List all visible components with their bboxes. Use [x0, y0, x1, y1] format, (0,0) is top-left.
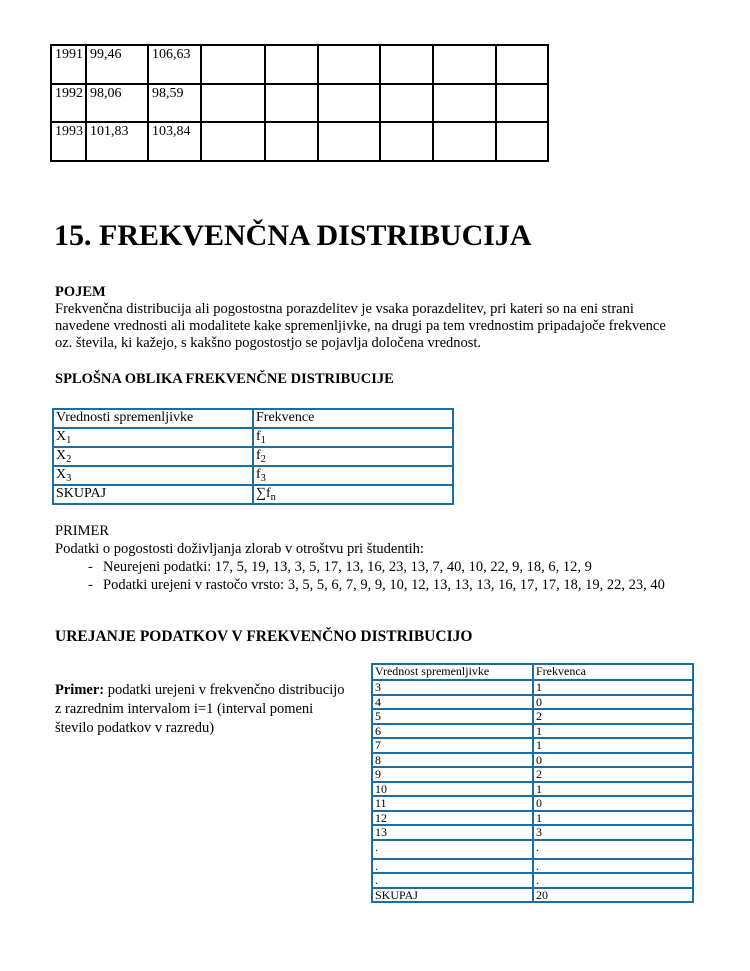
table-row: 11 0: [372, 796, 693, 811]
primer-heading: PRIMER: [55, 523, 109, 539]
column-header: Vrednost spremenljivke: [372, 664, 533, 680]
table-row: 1991 99,46 106,63: [51, 45, 548, 84]
table-row: 10 1: [372, 782, 693, 797]
bullet-text: Neurejeni podatki: 17, 5, 19, 13, 3, 5, 17, 13, 16, 23, 13, 7, 40, 10, 22, 9, 18, 6, 12, 9: [103, 559, 592, 575]
primer-intro: Podatki o pogostosti doživljanja zlorab v otroštvu pri študentih:: [55, 541, 424, 557]
table-row-ellipsis: . .: [372, 840, 693, 859]
table-row: 3 1: [372, 680, 693, 695]
table-row: 5 2: [372, 709, 693, 724]
column-header: Frekvenca: [533, 664, 693, 680]
column-header: Vrednosti spremenljivke: [53, 409, 253, 428]
table-row: $X_1$ $f_1$: [53, 428, 453, 447]
splosna-oblika-heading: SPLOŠNA OBLIKA FREKVENČNE DISTRIBUCIJE: [55, 371, 394, 387]
index-numbers-table: [50, 44, 549, 162]
table-row: 6 1: [372, 724, 693, 739]
table-row: $X_3$ $f_3$: [53, 466, 453, 485]
table-row: 12 1: [372, 811, 693, 826]
column-header: Frekvence: [253, 409, 453, 428]
table-row-ellipsis: . .: [372, 859, 693, 874]
note-line: z razrednim intervalom i=1 (interval pomeni: [55, 701, 314, 717]
table-row: 9 2: [372, 767, 693, 782]
page-title: 15. FREKVENČNA DISTRIBUCIJA: [54, 219, 532, 252]
table-row-ellipsis: . .: [372, 873, 693, 888]
urejanje-heading: UREJANJE PODATKOV V FREKVENČNO DISTRIBUCIJO: [55, 628, 473, 645]
table-row: 7 1: [372, 738, 693, 753]
pojem-paragraph-line: oz. števila, ki kažejo, s kakšno pogostostjo se pojavlja določena vrednost.: [55, 335, 482, 351]
table-row: 1992 98,06 98,59: [51, 84, 548, 123]
pojem-section: [55, 284, 705, 352]
table-header-row: [53, 409, 453, 428]
table-total-row: SKUPAJ $\sum f_n$: [53, 485, 453, 504]
list-item: [55, 576, 735, 594]
pojem-paragraph-line: navedene vrednosti ali modalitete kake spremenljivke, na drugi pa tem vrednostim pripadajoče frekvence: [55, 318, 666, 334]
pojem-heading: POJEM: [55, 284, 106, 300]
bullet-dash: -: [88, 577, 93, 593]
note-line: število podatkov v razredu): [55, 720, 215, 736]
frequency-distribution-table: [371, 663, 694, 903]
list-item: [55, 558, 735, 576]
table-header-row: [372, 664, 693, 680]
table-row: $X_2$ $f_2$: [53, 447, 453, 466]
note-line: Primer: podatki urejeni v frekvenčno distribucijo: [55, 682, 345, 698]
bullet-dash: -: [88, 559, 93, 575]
general-form-table: [52, 408, 454, 505]
table-row: 13 3: [372, 825, 693, 840]
urejanje-note: [55, 681, 390, 738]
primer-section: [55, 522, 735, 594]
table-row: 8 0: [372, 753, 693, 768]
note-bold-label: Primer:: [55, 682, 105, 698]
table-row: 1993 101,83 103,84: [51, 122, 548, 161]
table-row: 4 0: [372, 695, 693, 710]
bullet-text: Podatki urejeni v rastočo vrsto: 3, 5, 5, 6, 7, 9, 9, 10, 12, 13, 13, 13, 16, 17, 17, 18, 19, 22, 23, 40: [103, 577, 665, 593]
table-total-row: SKUPAJ 20: [372, 888, 693, 903]
pojem-paragraph-line: Frekvenčna distribucija ali pogostostna porazdelitev je vsaka porazdelitev, pri kateri so na eni strani: [55, 301, 634, 317]
